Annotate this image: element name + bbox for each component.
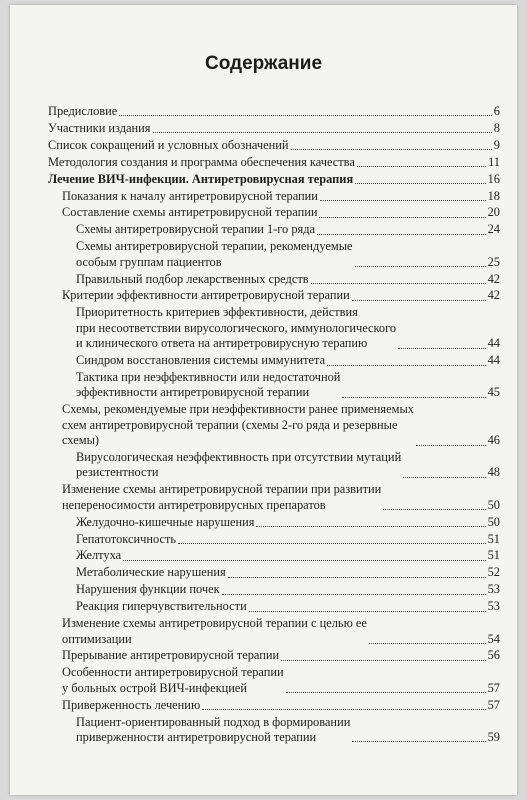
toc-entry-title: Нарушения функции почек xyxy=(76,582,220,597)
dot-leader xyxy=(178,543,486,544)
dot-leader xyxy=(222,594,486,595)
toc-entry-page: 54 xyxy=(487,631,500,646)
toc-entry-page: 42 xyxy=(487,271,500,286)
page-title: Содержание xyxy=(204,53,323,74)
dot-leader xyxy=(123,560,485,561)
toc-entry-title: Особенности антиретровирусной терапии у больных острой ВИЧ-инфекцией xyxy=(62,665,284,695)
toc-entry-title: Гепатотоксичность xyxy=(76,531,177,546)
toc-entry xyxy=(48,482,500,513)
toc-entry xyxy=(48,305,500,351)
toc-entry-title: Предисловие xyxy=(48,104,118,118)
toc-entry-page: 50 xyxy=(487,497,500,512)
toc-entry-title: Методология создания и программа обеспечения качества xyxy=(48,154,355,169)
toc-entry-title: Синдром восстановления системы иммунитета xyxy=(76,353,326,368)
dot-leader xyxy=(319,217,485,218)
toc-entry xyxy=(48,665,500,696)
toc-entry-page: 46 xyxy=(487,433,500,448)
toc-entry-title: Изменение схемы антиретровирусной терапии при развитии непереносимости антиретровирусных препаратов xyxy=(62,482,382,512)
toc-entry xyxy=(48,532,500,547)
toc-entry xyxy=(48,548,500,563)
toc-entry-page: 11 xyxy=(488,154,500,169)
toc-entry-page: 44 xyxy=(487,353,500,368)
toc-entry-title: Критерии эффективности антиретровирусной терапии xyxy=(62,288,350,303)
toc-entry xyxy=(48,715,500,746)
dot-leader xyxy=(398,348,486,349)
toc-entry-page: 57 xyxy=(487,680,500,695)
toc-entry-page: 44 xyxy=(487,336,500,351)
toc-entry-page: 50 xyxy=(487,514,500,529)
toc-entry xyxy=(48,648,500,663)
dot-leader xyxy=(416,445,486,446)
dot-leader xyxy=(320,200,486,201)
dot-leader xyxy=(355,183,485,184)
toc-entry xyxy=(48,599,500,614)
toc-entry-page: 6 xyxy=(493,104,500,118)
dot-leader xyxy=(228,577,486,578)
toc-entry-page: 45 xyxy=(487,385,500,400)
dot-leader xyxy=(249,611,486,612)
toc-entry xyxy=(48,239,500,270)
toc-entry-title: Метаболические нарушения xyxy=(76,565,226,580)
dot-leader xyxy=(317,234,486,235)
toc-entry-title: Вирусологическая неэффективность при отсутствии мутаций резистентности xyxy=(76,450,402,480)
toc-entry xyxy=(48,515,500,530)
toc-entry-title: Схемы антиретровирусной терапии 1-го ряда xyxy=(76,222,316,237)
toc-entry-title: Приверженность лечению xyxy=(62,697,201,712)
toc-entry-page: 57 xyxy=(487,697,500,712)
toc-entry-page: 16 xyxy=(487,171,500,186)
dot-leader xyxy=(202,709,485,710)
toc-entry-title: Пациент-ориентированный подход в формировании приверженности антиретровирусной терапии xyxy=(76,714,351,744)
dot-leader xyxy=(403,477,485,478)
toc-entry xyxy=(48,353,500,368)
toc-entry-page: 53 xyxy=(487,582,500,597)
toc-entry xyxy=(48,189,500,204)
toc-entry-title: Схемы, рекомендуемые при неэффективности ранее применяемых схем антиретровирусной терапии (схемы 2-го ряда и резервные схемы) xyxy=(62,402,414,448)
toc-entry xyxy=(48,370,500,401)
dot-leader xyxy=(357,166,486,167)
toc-entry xyxy=(48,222,500,237)
dot-leader xyxy=(369,643,486,644)
toc-entry xyxy=(48,155,500,170)
toc-entry-title: Желудочно-кишечные нарушения xyxy=(76,514,255,529)
toc-entry-page: 18 xyxy=(487,188,500,203)
dot-leader xyxy=(383,509,485,510)
toc-entry-title: Тактика при неэффективности или недостаточной эффективности антиретровирусной терапии xyxy=(76,370,341,400)
dot-leader xyxy=(342,397,485,398)
toc-entry-page: 53 xyxy=(487,599,500,614)
dot-leader xyxy=(352,300,486,301)
dot-leader xyxy=(291,149,492,150)
toc-entry xyxy=(48,582,500,597)
toc-entry-page: 42 xyxy=(487,288,500,303)
toc-entry xyxy=(48,616,500,647)
toc-entry xyxy=(48,288,500,303)
toc-entry-title: Составление схемы антиретровирусной терапии xyxy=(62,205,318,220)
toc-entry-page: 48 xyxy=(487,465,500,480)
toc-entry xyxy=(48,565,500,580)
toc-entry-page: 20 xyxy=(487,205,500,220)
toc-entry xyxy=(48,121,500,136)
toc-entry xyxy=(48,104,500,119)
toc-entry xyxy=(48,698,500,713)
toc-entry-title: Схемы антиретровирусной терапии, рекомендуемые особым группам пациентов xyxy=(76,239,353,269)
table-of-contents xyxy=(48,104,500,747)
dot-leader xyxy=(311,283,486,284)
toc-entry-title: Желтуха xyxy=(76,548,122,563)
toc-entry xyxy=(48,450,500,481)
toc-entry-title: Показания к началу антиретровирусной терапии xyxy=(62,188,318,203)
toc-entry xyxy=(48,272,500,287)
dot-leader xyxy=(281,660,485,661)
toc-entry-page: 24 xyxy=(487,222,500,237)
toc-entry-title: Лечение ВИЧ-инфекции. Антиретровирусная терапия xyxy=(48,171,354,186)
toc-entry-page: 51 xyxy=(487,531,500,546)
toc-entry-title: Участники издания xyxy=(48,120,151,135)
toc-entry xyxy=(48,172,500,187)
toc-entry xyxy=(48,205,500,220)
toc-entry-title: Правильный подбор лекарственных средств xyxy=(76,271,309,286)
toc-entry-page: 25 xyxy=(487,254,500,269)
toc-entry-title: Приоритетность критериев эффективности, действия при несоответствии вирусологического, иммунологического и клинического ответа на антиретровирусную терапию xyxy=(76,305,397,351)
toc-entry-page: 52 xyxy=(487,565,500,580)
toc-entry xyxy=(48,402,500,448)
dot-leader xyxy=(355,266,486,267)
toc-entry-page: 8 xyxy=(493,120,500,135)
dot-leader xyxy=(256,526,485,527)
toc-entry xyxy=(48,138,500,153)
toc-entry-title: Список сокращений и условных обозначений xyxy=(48,137,289,152)
toc-entry-page: 56 xyxy=(487,648,500,663)
toc-entry-title: Реакция гиперчувствительности xyxy=(76,599,247,614)
toc-entry-page: 51 xyxy=(487,548,500,563)
dot-leader xyxy=(119,115,492,116)
toc-entry-title: Изменение схемы антиретровирусной терапии с целью ее оптимизации xyxy=(62,616,367,646)
toc-entry-title: Прерывание антиретровирусной терапии xyxy=(62,648,280,663)
toc-entry-page: 9 xyxy=(493,137,500,152)
dot-leader xyxy=(286,692,486,693)
dot-leader xyxy=(327,365,486,366)
dot-leader xyxy=(153,132,492,133)
toc-entry-page: 59 xyxy=(487,729,500,744)
book-page xyxy=(10,5,517,795)
dot-leader xyxy=(352,741,485,742)
